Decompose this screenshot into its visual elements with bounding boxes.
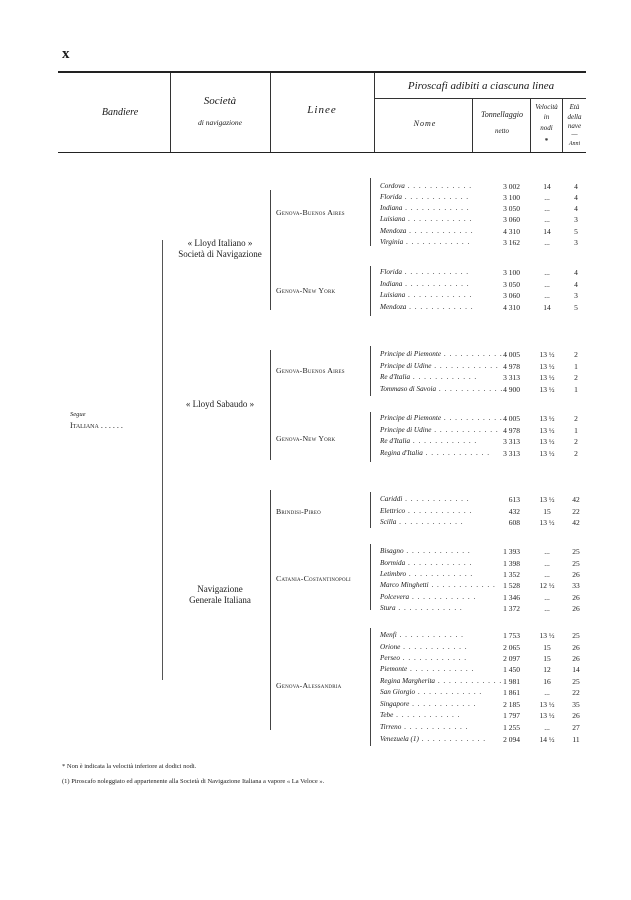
ship-age: 11 xyxy=(572,735,580,744)
ship-name: Virginia . . . xyxy=(380,238,470,246)
ship-age: 42 xyxy=(572,518,580,527)
ship-age: 2 xyxy=(574,373,578,382)
ship-tonnage: 1 352 xyxy=(503,570,520,579)
ship-tonnage: 3 002 xyxy=(503,182,520,191)
ship-speed: 13 ½ xyxy=(539,373,555,382)
header-bottom-rule xyxy=(58,152,586,153)
ship-age: 33 xyxy=(572,581,580,590)
flag-dots: . . . . . . xyxy=(98,421,123,430)
header-eta-1: Età xyxy=(569,103,580,111)
ship-speed: 14 xyxy=(543,227,551,236)
ship-age: 4 xyxy=(574,280,578,289)
header-divider-2 xyxy=(270,73,271,152)
header-velocita-2: in xyxy=(543,113,550,121)
piroscafi-rule xyxy=(374,98,586,99)
ship-age: 4 xyxy=(574,182,578,191)
flag-segue: Segue xyxy=(70,411,86,418)
ship-tonnage: 4 005 xyxy=(503,350,520,359)
header-divider-3 xyxy=(374,73,375,152)
ship-speed: ... xyxy=(544,204,550,213)
line-brace xyxy=(370,346,377,396)
ship-name: Luisiana . . . xyxy=(380,291,472,299)
line-name: Catania-Costantinopoli xyxy=(276,574,351,583)
ship-tonnage: 4 978 xyxy=(503,426,520,435)
ship-speed: 13 ½ xyxy=(539,385,555,394)
company-name-2: Generale Italiana xyxy=(189,595,251,605)
ship-name: Mendoza . . . xyxy=(380,227,473,235)
ship-tonnage: 1 797 xyxy=(503,711,520,720)
line-brace xyxy=(370,628,377,746)
ship-speed: ... xyxy=(544,215,550,224)
ship-name: Piemonte . . . xyxy=(380,665,474,673)
ship-age: 25 xyxy=(572,547,580,556)
ship-tonnage: 3 060 xyxy=(503,215,520,224)
ship-tonnage: 1 861 xyxy=(503,688,520,697)
ship-tonnage: 3 050 xyxy=(503,204,520,213)
ship-tonnage: 3 162 xyxy=(503,238,520,247)
ship-tonnage: 1 346 xyxy=(503,593,520,602)
ship-tonnage: 4 005 xyxy=(503,414,520,423)
line-brace xyxy=(370,178,377,246)
line-name: Genova-New York xyxy=(276,286,336,295)
ship-speed: ... xyxy=(544,604,550,613)
ship-name: Regina d'Italia . . . xyxy=(380,449,490,457)
ship-age: 26 xyxy=(572,654,580,663)
ship-speed: ... xyxy=(544,193,550,202)
ship-name: Principe di Udine . . . xyxy=(380,426,499,434)
ship-speed: ... xyxy=(544,593,550,602)
ship-tonnage: 1 981 xyxy=(503,677,520,686)
ship-speed: ... xyxy=(544,559,550,568)
header-tonnellaggio-sub: netto xyxy=(495,127,509,135)
ship-name: Marco Minghetti . . . xyxy=(380,581,496,589)
ship-age: 22 xyxy=(572,688,580,697)
ship-tonnage: 4 310 xyxy=(503,303,520,312)
header-velocita-4: * xyxy=(544,137,549,145)
ship-tonnage: 3 313 xyxy=(503,437,520,446)
ship-age: 3 xyxy=(574,215,578,224)
ship-age: 3 xyxy=(574,291,578,300)
line-brace xyxy=(370,412,377,462)
ship-age: 1 xyxy=(574,426,578,435)
ship-speed: 13 ½ xyxy=(539,700,555,709)
ship-age: 26 xyxy=(572,604,580,613)
ship-speed: 13 ½ xyxy=(539,518,555,527)
ship-name: Polcevera . . . xyxy=(380,593,476,601)
ship-speed: 14 ½ xyxy=(539,735,555,744)
ship-speed: 16 xyxy=(543,677,551,686)
ship-name: Scilla . . . xyxy=(380,518,464,526)
ship-age: 3 xyxy=(574,238,578,247)
header-societa: Società xyxy=(203,95,237,107)
ship-tonnage: 4 978 xyxy=(503,362,520,371)
ship-speed: 13 ½ xyxy=(539,350,555,359)
ship-name: Luisiana . . . xyxy=(380,215,472,223)
ship-age: 25 xyxy=(572,631,580,640)
ship-age: 26 xyxy=(572,643,580,652)
line-name: Brindisi-Pireo xyxy=(276,507,321,516)
ship-tonnage: 1 528 xyxy=(503,581,520,590)
line-brace xyxy=(370,266,377,316)
ship-age: 26 xyxy=(572,593,580,602)
header-bandiere: Bandiere xyxy=(101,107,139,118)
page-number: x xyxy=(62,46,70,62)
header-eta-2: della xyxy=(567,113,582,121)
ship-age: 27 xyxy=(572,723,580,732)
ship-tonnage: 3 313 xyxy=(503,449,520,458)
ship-age: 25 xyxy=(572,559,580,568)
ship-age: 26 xyxy=(572,711,580,720)
company-brace-3 xyxy=(270,490,277,730)
ship-name: Bormida . . . xyxy=(380,559,472,567)
ship-name: Florida . . . xyxy=(380,268,469,276)
ship-speed: 13 ½ xyxy=(539,449,555,458)
ship-name: Tommaso di Savoia . . . xyxy=(380,385,503,393)
ship-name: San Giorgio . . . xyxy=(380,688,482,696)
ship-speed: ... xyxy=(544,268,550,277)
ship-tonnage: 3 100 xyxy=(503,193,520,202)
ship-tonnage: 1 450 xyxy=(503,665,520,674)
ship-name: Florida . . . xyxy=(380,193,469,201)
ship-speed: ... xyxy=(544,688,550,697)
ship-speed: 14 xyxy=(543,182,551,191)
ship-name: Indiana . . . xyxy=(380,280,469,288)
ship-speed: ... xyxy=(544,570,550,579)
ship-speed: ... xyxy=(544,238,550,247)
header-eta-5: Anni xyxy=(568,141,581,147)
ship-tonnage: 4 310 xyxy=(503,227,520,236)
ship-speed: 13 ½ xyxy=(539,711,555,720)
ship-name: Mendoza . . . xyxy=(380,303,473,311)
ship-tonnage: 4 900 xyxy=(503,385,520,394)
ship-speed: 12 xyxy=(543,665,551,674)
ship-speed: ... xyxy=(544,723,550,732)
ship-tonnage: 1 753 xyxy=(503,631,520,640)
ship-name: Cariddi . . . xyxy=(380,495,470,503)
company-navigazione-generale xyxy=(170,584,270,606)
ship-name: Principe di Udine . . . xyxy=(380,362,499,370)
ship-speed: ... xyxy=(544,280,550,289)
ship-name: Tebe . . . xyxy=(380,711,460,719)
header-eta-3: nave xyxy=(567,122,582,130)
ship-name: Indiana . . . xyxy=(380,204,469,212)
ship-name: Menfi . . . xyxy=(380,631,464,639)
ship-tonnage: 3 060 xyxy=(503,291,520,300)
ship-speed: ... xyxy=(544,547,550,556)
ship-name: Re d'Italia . . . xyxy=(380,373,477,381)
ship-name: Principe di Piemonte . . . xyxy=(380,350,508,358)
ship-age: 35 xyxy=(572,700,580,709)
header-divider-4 xyxy=(472,99,473,152)
ship-age: 26 xyxy=(572,570,580,579)
ship-speed: 13 ½ xyxy=(539,495,555,504)
header-societa-sub: di navigazione xyxy=(198,118,242,127)
ship-tonnage: 2 094 xyxy=(503,735,520,744)
ship-name: Cordova . . . xyxy=(380,182,472,190)
header-divider-1 xyxy=(170,73,171,152)
header-velocita-3: nodi xyxy=(540,124,553,132)
ship-age: 42 xyxy=(572,495,580,504)
ship-age: 1 xyxy=(574,362,578,371)
ship-tonnage: 3 100 xyxy=(503,268,520,277)
ship-name: Orione . . . xyxy=(380,643,468,651)
ship-speed: 13 ½ xyxy=(539,437,555,446)
company-lloyd-sabaudo xyxy=(170,399,270,410)
company-name-1: « Lloyd Sabaudo » xyxy=(185,399,255,409)
ship-name: Perseo . . . xyxy=(380,654,467,662)
ship-speed: 15 xyxy=(543,654,551,663)
ship-age: 22 xyxy=(572,507,580,516)
ship-name: Stura . . . xyxy=(380,604,463,612)
header-nome: Nome xyxy=(413,119,437,128)
ship-age: 1 xyxy=(574,385,578,394)
company-name-1: Navigazione xyxy=(197,584,243,594)
ship-speed: 14 xyxy=(543,303,551,312)
ship-speed: ... xyxy=(544,291,550,300)
ship-age: 4 xyxy=(574,204,578,213)
ship-speed: 13 ½ xyxy=(539,414,555,423)
ship-age: 4 xyxy=(574,193,578,202)
ship-age: 2 xyxy=(574,437,578,446)
ship-age: 5 xyxy=(574,303,578,312)
company-name-2: Società di Navigazione xyxy=(178,249,262,259)
ship-speed: 13 ½ xyxy=(539,362,555,371)
ship-name: Re d'Italia . . . xyxy=(380,437,477,445)
header-tonnellaggio: Tonnellaggio xyxy=(481,110,523,119)
ship-age: 4 xyxy=(574,268,578,277)
ship-name: Regina Margherita . . . xyxy=(380,677,502,685)
footnote-2: (1) Piroscafo noleggiato ed appartenente alla Società di Navigazione Italiana a vapore « La Veloce ». xyxy=(62,778,325,785)
ship-speed: 12 ½ xyxy=(539,581,555,590)
ship-tonnage: 2 065 xyxy=(503,643,520,652)
ship-tonnage: 2 097 xyxy=(503,654,520,663)
ship-age: 25 xyxy=(572,677,580,686)
flag-italiana xyxy=(70,421,123,430)
footnote-1: * Non è indicata la velocità inferiore ai dodici nodi. xyxy=(62,763,197,770)
ship-speed: 15 xyxy=(543,643,551,652)
flag-brace xyxy=(162,240,169,680)
ship-name: Principe di Piemonte . . . xyxy=(380,414,508,422)
company-lloyd-italiano xyxy=(170,238,270,260)
line-name: Genova-Alessandria xyxy=(276,681,342,690)
header-piroscafi: Piroscafi adibiti a ciascuna linea xyxy=(407,80,555,92)
ship-tonnage: 608 xyxy=(508,518,520,527)
ship-tonnage: 432 xyxy=(508,507,520,516)
ship-speed: 13 ½ xyxy=(539,631,555,640)
ship-tonnage: 3 313 xyxy=(503,373,520,382)
ship-tonnage: 1 255 xyxy=(503,723,520,732)
line-brace xyxy=(370,544,377,610)
ship-name: Venezuela (1) . . . xyxy=(380,735,486,743)
ship-name: Elettrico . . . xyxy=(380,507,472,515)
ship-tonnage: 3 050 xyxy=(503,280,520,289)
ship-name: Bisagno . . . xyxy=(380,547,471,555)
ship-tonnage: 613 xyxy=(508,495,520,504)
ship-name: Letimbro . . . xyxy=(380,570,473,578)
ship-age: 5 xyxy=(574,227,578,236)
line-name: Genova-New York xyxy=(276,434,336,443)
ship-age: 2 xyxy=(574,350,578,359)
line-brace xyxy=(370,492,377,528)
header-eta-4: — xyxy=(571,130,578,138)
company-name-1: « Lloyd Italiano » xyxy=(187,238,253,248)
flag-italiana-label: Italiana xyxy=(70,421,99,430)
ship-tonnage: 1 372 xyxy=(503,604,520,613)
ship-speed: 13 ½ xyxy=(539,426,555,435)
ship-tonnage: 2 185 xyxy=(503,700,520,709)
ship-tonnage: 1 393 xyxy=(503,547,520,556)
header-velocita-1: Velocità xyxy=(535,103,558,111)
line-name: Genova-Buenos Aires xyxy=(276,208,345,217)
ship-name: Tirreno . . . xyxy=(380,723,468,731)
ship-age: 14 xyxy=(572,665,580,674)
ship-age: 2 xyxy=(574,414,578,423)
line-name: Genova-Buenos Aires xyxy=(276,366,345,375)
header-linee: Linee xyxy=(307,104,337,116)
ship-name: Singapore . . . xyxy=(380,700,476,708)
ship-tonnage: 1 398 xyxy=(503,559,520,568)
ship-speed: 15 xyxy=(543,507,551,516)
top-rule xyxy=(58,71,586,73)
ship-age: 2 xyxy=(574,449,578,458)
